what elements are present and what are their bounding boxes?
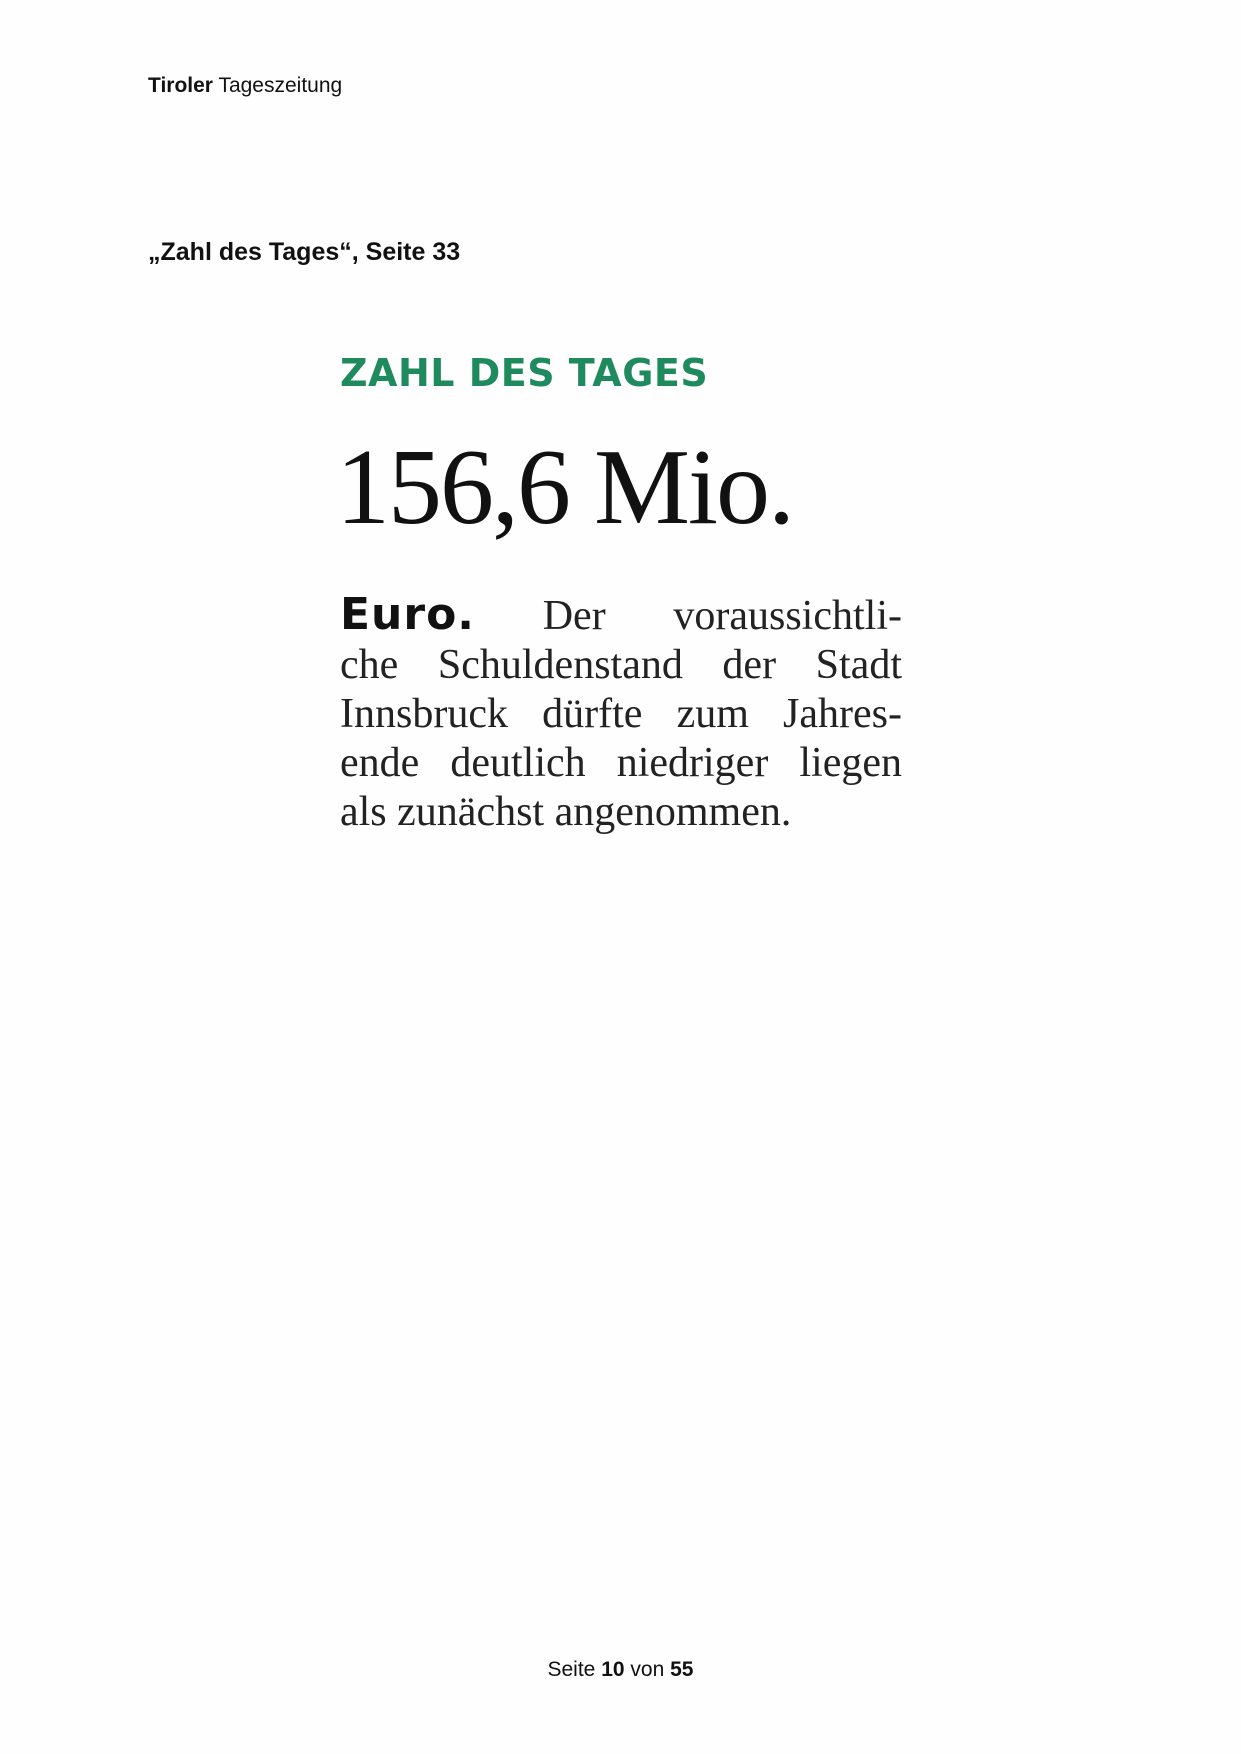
page-label: Seite [547,1658,596,1681]
page-of-label: von [630,1658,665,1681]
clipping-lead-word: Euro. [340,589,476,640]
clipping-headline-number: 156,6 Mio. [336,428,794,547]
clipping-body-line: als zunächst angenommen. [340,789,792,835]
publication-name-regular: Tageszeitung [218,74,343,97]
article-reference: „Zahl des Tages“, Seite 33 [148,238,461,266]
clipping-kicker: ZAHL DES TAGES [340,351,709,395]
publication-name-bold: Tiroler [148,74,213,97]
clipping-body-line-text: Der voraussichtli- [542,593,902,639]
clipping-body-line [340,590,902,641]
page-footer [0,1656,1241,1684]
clipping-body-line: Innsbruck dürfte zum Jahres- [340,691,902,737]
clipping-body-line: ende deutlich niedriger liegen [340,740,902,786]
page-total-number: 55 [670,1658,694,1681]
clipping-body-line: che Schuldenstand der Stadt [340,642,902,688]
clipping-body [340,590,910,837]
page-current-number: 10 [601,1658,625,1681]
publication-header [148,72,342,100]
